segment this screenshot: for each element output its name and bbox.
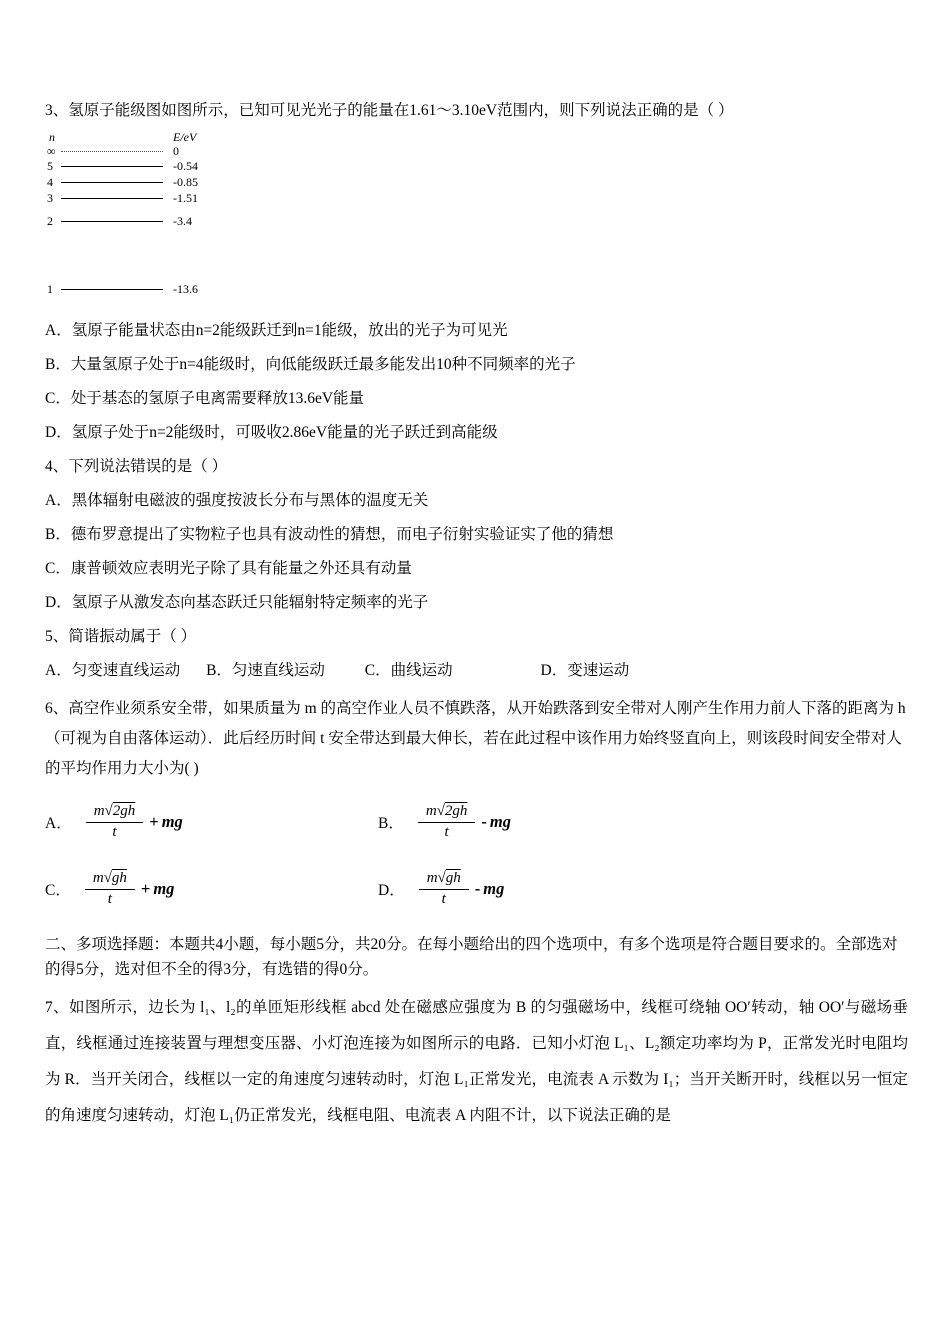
question-6 [45,694,908,908]
level-energy: -13.6 [173,281,198,296]
energy-level-row-infinity [47,144,287,158]
option-4D: D．氢原子从激发态向基态跃迁只能辐射特定频率的光子 [45,594,429,611]
option-6D [378,869,678,908]
option-4C: C．康普顿效应表明光子除了具有能量之外还具有动量 [45,560,412,577]
level-number: 3 [47,190,53,205]
level-number: 1 [47,281,53,296]
level-line [61,166,163,167]
option-5C: C．曲线运动 [364,662,453,679]
diagram-energy-axis-label: E/eV [173,130,197,144]
question-5-stem: 5、简谐振动属于（ ） [45,628,197,645]
question-4-stem: 4、下列说法错误的是（ ） [45,458,228,475]
energy-level-row-3 [47,191,287,205]
level-number: 5 [47,158,53,173]
option-suffix: + mg [149,811,183,831]
option-6C [45,869,378,908]
question-3-options [45,314,908,450]
level-energy: -0.85 [173,174,198,189]
level-line [61,151,163,152]
question-5 [45,620,908,688]
level-number: 4 [47,174,53,189]
diagram-n-axis-label: n [49,130,55,144]
level-line [61,198,163,199]
option-4B: B．德布罗意提出了实物粒子也具有波动性的猜想，而电子衍射实验证实了他的猜想 [45,526,614,543]
option-5B: B．匀速直线运动 [206,662,325,679]
energy-level-diagram [47,130,287,308]
option-3B: B．大量氢原子处于n=4能级时，向低能级跃迁最多能发出10种不同频率的光子 [45,356,576,373]
option-6A [45,802,378,841]
energy-level-row-1 [47,282,287,296]
option-6B [378,802,678,841]
fraction: $\frac{m√gh}{t}$ [419,869,469,908]
option-label: B． [378,814,404,832]
level-energy: -0.54 [173,158,198,173]
option-label: C． [45,881,71,899]
energy-level-row-5 [47,159,287,173]
option-suffix: + mg [140,878,175,898]
question-7-stem: 7、如图所示，边长为 l₁、l₂的单匝矩形线框 abcd 处在磁感应强度为 B 的匀强磁场中，线框可绕轴 OO′转动，轴 OO′与磁场垂直，线框通过连接装置与理想变压器、小灯泡连接为如图所示的电路．已知小灯泡 L₁、L₂额定功率均为 P，正常发光时电阻均为 R．当开关闭合，线框以一定的角速度匀速转动时，灯泡 L₁正常发光，电流表 A 示数为 I₁；当开关断开时，线框以另一恒定的角速度匀速转动，灯泡 L₁仍正常发光，线框电阻、电流表 A 内阻不计，以下说法正确的是 [45,999,908,1124]
option-3D: D．氢原子处于n=2能级时，可吸收2.86eV能量的光子跃迁到高能级 [45,424,498,441]
energy-level-row-4 [47,175,287,189]
option-label: D． [378,881,405,899]
level-line [61,182,163,183]
question-3 [45,96,908,450]
level-line [61,289,163,290]
energy-level-row-2 [47,214,287,228]
fraction: $\frac{m√2gh}{t}$ [418,802,476,841]
option-label: A． [45,814,72,832]
question-6-options [45,802,908,908]
option-5A: A．匀变速直线运动 [45,662,181,679]
level-line [61,221,163,222]
fraction: $\frac{m√gh}{t}$ [85,869,135,908]
option-3A: A．氢原子能量状态由n=2能级跃迁到n=1能级，放出的光子为可见光 [45,322,508,339]
level-energy: 0 [173,143,179,158]
fraction: $\frac{m√2gh}{t}$ [86,802,144,841]
option-3C: C．处于基态的氢原子电离需要释放13.6eV能量 [45,390,365,407]
question-3-stem: 3、氢原子能级图如图所示，已知可见光光子的能量在1.61～3.10eV范围内，则下列说法正确的是（ ） [45,102,734,119]
level-energy: -3.4 [173,213,192,228]
option-4A: A．黑体辐射电磁波的强度按波长分布与黑体的温度无关 [45,492,429,509]
option-5D: D．变速运动 [540,662,630,679]
level-energy: -1.51 [173,190,198,205]
level-number: ∞ [47,143,56,158]
option-suffix: - mg [474,878,505,898]
level-number: 2 [47,213,53,228]
question-4 [45,450,908,620]
question-6-stem: 6、高空作业须系安全带，如果质量为 m 的高空作业人员不慎跌落，从开始跌落到安全带对人刚产生作用力前人下落的距离为 h（可视为自由落体运动）．此后经历时间 t 安全带达到最大伸长，若在此过程中该作用力始终竖直向上，则该段时间安全带对人的平均作用力大小为( ) [45,700,906,777]
section-2-header: 二、多项选择题：本题共4小题，每小题5分，共20分。在每小题给出的四个选项中，有多个选项是符合题目要求的。全部选对的得5分，选对但不全的得3分，有选错的得0分。 [45,936,898,978]
option-suffix: - mg [481,811,512,831]
question-5-options [45,654,908,688]
